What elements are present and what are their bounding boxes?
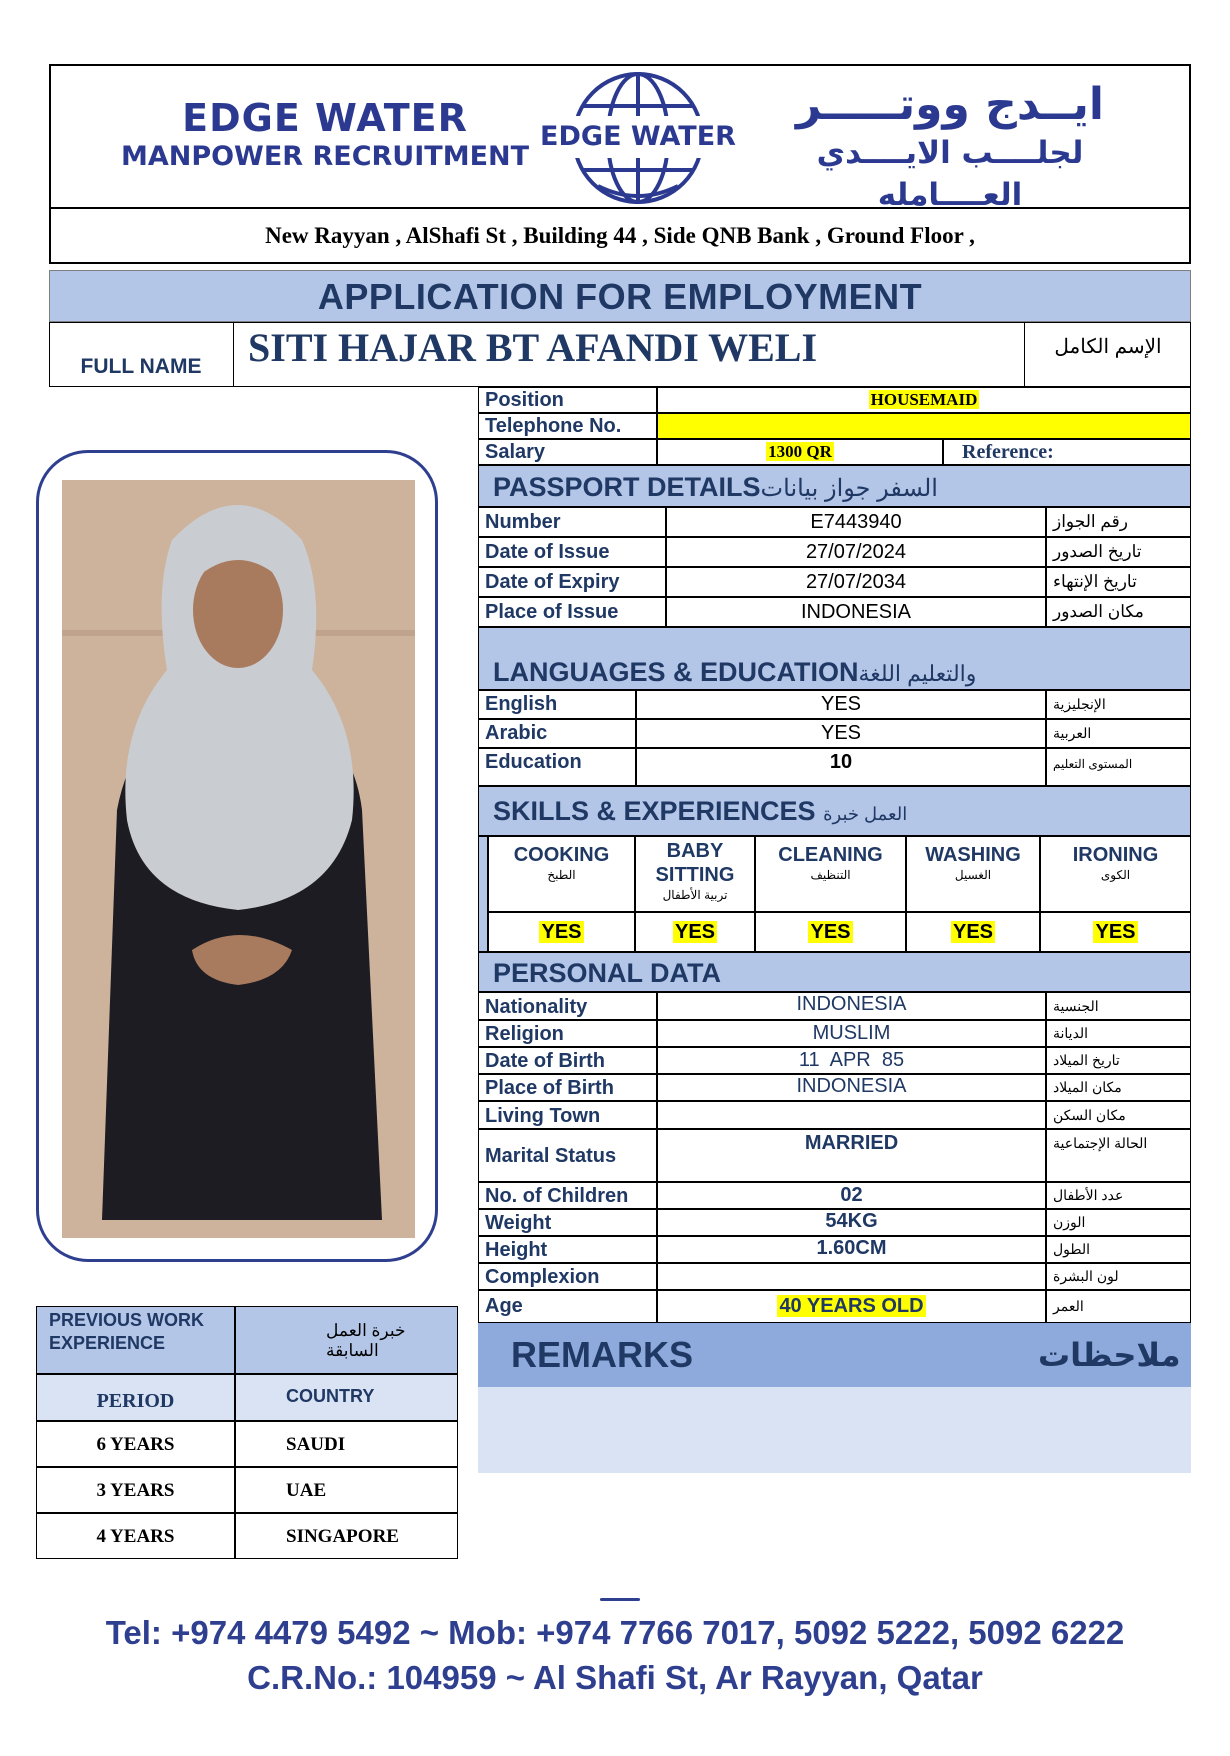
skill-cleaning-label: CLEANING — [778, 844, 883, 866]
applicant-photo — [62, 480, 415, 1238]
skill-ironing-label: IRONING — [1072, 844, 1159, 866]
languages-title: LANGUAGES & EDUCATION — [493, 657, 859, 687]
previous-work-title-ar: خبرة العمل السابقة — [326, 1321, 406, 1360]
footer-registration: C.R.No.: 104959 ~ Al Shafi St, Ar Rayyan, Qatar — [247, 1659, 983, 1696]
english-label-ar: الإنجليزية — [1046, 690, 1191, 719]
arabic-label-ar: العربية — [1046, 719, 1191, 748]
work-row-2-period-cell — [36, 1467, 235, 1513]
work-row-2-country: UAE — [286, 1480, 327, 1501]
height-label-ar: الطول — [1046, 1236, 1191, 1263]
date-of-birth-label-ar: تاريخ الميلاد — [1046, 1047, 1191, 1074]
children-label-ar: عدد الأطفال — [1046, 1182, 1191, 1209]
skill-cleaning-label-ar: التنظيف — [810, 868, 851, 882]
height-label: Height — [478, 1236, 657, 1263]
skill-cooking-label-ar: الطبخ — [547, 868, 576, 882]
living-town-label: Living Town — [478, 1101, 657, 1129]
footer-mark — [600, 1598, 640, 1601]
passport-title-ar: السفر جواز بيانات — [760, 475, 938, 502]
position-text: HOUSEMAID — [870, 390, 978, 409]
skill-washing-value — [906, 912, 1040, 952]
office-address: New Rayyan , AlShafi St , Building 44 , Side QNB Bank , Ground Floor , — [265, 223, 975, 248]
work-row-1-country: SAUDI — [286, 1434, 346, 1455]
expiry-date-label-ar: تاريخ الإنتهاء — [1046, 567, 1191, 597]
remarks-title: REMARKS — [511, 1334, 694, 1375]
skill-baby-sitting — [635, 836, 755, 912]
religion-label-ar: الديانة — [1046, 1020, 1191, 1047]
skill-ironing-value — [1040, 912, 1191, 952]
skills-title: SKILLS & EXPERIENCES — [493, 796, 816, 826]
passport-number-label: Number — [478, 507, 666, 537]
education-value: 10 — [636, 748, 1046, 786]
personal-data-section-title: PERSONAL DATA — [478, 952, 1191, 992]
remarks-title-ar: ملاحظات — [1038, 1336, 1181, 1374]
footer-contact — [0, 1610, 1230, 1700]
remarks-body — [478, 1387, 1191, 1473]
work-row-2-period: 3 YEARS — [96, 1480, 175, 1501]
brand-name-ar: ايــدج ووتـــــر — [796, 79, 1104, 130]
education-label: Education — [478, 748, 636, 786]
salary-label: Salary — [478, 439, 657, 465]
age-label-ar: العمر — [1046, 1290, 1191, 1323]
period-header: PERIOD — [96, 1390, 175, 1412]
full-name-label-ar: الإسم الكامل — [1024, 322, 1191, 387]
work-row-1-country-cell — [235, 1421, 458, 1467]
skill-washing — [906, 836, 1040, 912]
salary-value — [657, 439, 943, 465]
weight-value: 54KG — [657, 1209, 1046, 1236]
religion-value: MUSLIM — [657, 1020, 1046, 1047]
place-of-issue-label-ar: مكان الصدور — [1046, 597, 1191, 627]
religion-label: Religion — [478, 1020, 657, 1047]
work-row-2-country-cell — [235, 1467, 458, 1513]
skill-cleaning — [755, 836, 906, 912]
skill-cleaning-value — [755, 912, 906, 952]
work-row-3-period-cell — [36, 1513, 235, 1559]
issue-date-label-ar: تاريخ الصدور — [1046, 537, 1191, 567]
education-label-ar: المستوى التعليم — [1046, 748, 1191, 786]
skill-cooking — [488, 836, 635, 912]
complexion-value — [657, 1263, 1046, 1290]
passport-section-title — [478, 465, 1191, 507]
marital-status-label-ar: الحالة الإجتماعية — [1046, 1129, 1191, 1182]
children-value: 02 — [657, 1182, 1046, 1209]
complexion-label: Complexion — [478, 1263, 657, 1290]
living-town-value — [657, 1101, 1046, 1129]
country-header: COUNTRY — [286, 1386, 375, 1406]
work-row-3-country-cell — [235, 1513, 458, 1559]
skill-baby-sitting-value — [635, 912, 755, 952]
skill-baby-sitting-yes: YES — [674, 921, 716, 943]
position-label: Position — [478, 387, 657, 413]
telephone-label: Telephone No. — [478, 413, 657, 439]
place-of-birth-value: INDONESIA — [657, 1074, 1046, 1101]
telephone-field — [657, 413, 1191, 439]
skill-ironing — [1040, 836, 1191, 912]
country-header-cell — [235, 1374, 458, 1421]
age-text: 40 YEARS OLD — [779, 1295, 924, 1317]
skill-cooking-label: COOKING — [513, 844, 610, 866]
skill-cooking-value — [488, 912, 635, 952]
remarks-header — [478, 1323, 1191, 1387]
brand-subtitle-ar: لجلــــب الايــــدي العــــامله — [816, 135, 1084, 213]
passport-number-value: E7443940 — [666, 507, 1046, 537]
issue-date-value: 27/07/2024 — [666, 537, 1046, 567]
position-value — [657, 387, 1191, 413]
brand-english — [120, 96, 530, 174]
work-row-3-country: SINGAPORE — [286, 1526, 399, 1547]
skill-washing-label: WASHING — [925, 844, 1021, 866]
marital-status-value: MARRIED — [657, 1129, 1046, 1182]
work-row-1-period-cell — [36, 1421, 235, 1467]
date-of-birth-value: 11 APR 85 — [657, 1047, 1046, 1074]
arabic-value: YES — [636, 719, 1046, 748]
expiry-date-value: 27/07/2034 — [666, 567, 1046, 597]
languages-title-ar: والتعليم اللغة — [858, 661, 977, 686]
skill-baby-sitting-label: BABY SITTING — [655, 840, 735, 886]
weight-label: Weight — [478, 1209, 657, 1236]
brand-arabic — [740, 78, 1160, 216]
brand-subtitle: MANPOWER RECRUITMENT — [120, 141, 530, 172]
full-name-label: FULL NAME — [49, 322, 234, 387]
work-row-1-period: 6 YEARS — [96, 1434, 175, 1455]
full-name-value: SITI HAJAR BT AFANDI WELI — [248, 325, 818, 370]
previous-work-title: PREVIOUS WORK EXPERIENCE — [49, 1310, 205, 1353]
period-header-cell — [36, 1374, 235, 1421]
skill-cleaning-yes: YES — [810, 921, 851, 943]
living-town-label-ar: مكان السكن — [1046, 1101, 1191, 1129]
previous-work-title-cell — [36, 1306, 235, 1374]
weight-label-ar: الوزن — [1046, 1209, 1191, 1236]
passport-title: PASSPORT DETAILS — [493, 472, 761, 502]
english-label: English — [478, 690, 636, 719]
arabic-label: Arabic — [478, 719, 636, 748]
skill-washing-yes: YES — [952, 921, 994, 943]
age-label: Age — [478, 1290, 657, 1323]
skill-ironing-label-ar: الكوى — [1100, 868, 1131, 882]
application-title: APPLICATION FOR EMPLOYMENT — [49, 270, 1191, 322]
issue-date-label: Date of Issue — [478, 537, 666, 567]
place-of-birth-label: Place of Birth — [478, 1074, 657, 1101]
age-value — [657, 1290, 1046, 1323]
languages-section-title — [478, 627, 1191, 690]
place-of-birth-label-ar: مكان الميلاد — [1046, 1074, 1191, 1101]
reference-label: Reference: — [943, 439, 1191, 465]
nationality-value: INDONESIA — [657, 992, 1046, 1020]
salary-text: 1300 QR — [768, 442, 832, 461]
globe-logo-icon — [538, 70, 738, 206]
work-row-3-period: 4 YEARS — [96, 1526, 175, 1547]
children-label: No. of Children — [478, 1182, 657, 1209]
marital-status-label: Marital Status — [478, 1129, 657, 1182]
skills-section-title — [478, 786, 1191, 836]
skill-cooking-yes: YES — [541, 921, 582, 943]
skills-title-ar: العمل خبرة — [823, 804, 908, 824]
nationality-label-ar: الجنسية — [1046, 992, 1191, 1020]
expiry-date-label: Date of Expiry — [478, 567, 666, 597]
skill-washing-label-ar: الغسيل — [954, 868, 992, 882]
place-of-issue-value: INDONESIA — [666, 597, 1046, 627]
footer-phones: Tel: +974 4479 5492 ~ Mob: +974 7766 7017, 5092 5222, 5092 6222 — [105, 1614, 1125, 1651]
skills-side-strip — [478, 836, 488, 952]
english-value: YES — [636, 690, 1046, 719]
date-of-birth-label: Date of Birth — [478, 1047, 657, 1074]
passport-number-label-ar: رقم الجواز — [1046, 507, 1191, 537]
place-of-issue-label: Place of Issue — [478, 597, 666, 627]
brand-name: EDGE WATER — [182, 96, 468, 140]
skill-baby-sitting-label-ar: تربية الأطفال — [662, 888, 728, 902]
complexion-label-ar: لون البشرة — [1046, 1263, 1191, 1290]
skill-ironing-yes: YES — [1095, 921, 1136, 943]
nationality-label: Nationality — [478, 992, 657, 1020]
height-value: 1.60CM — [657, 1236, 1046, 1263]
previous-work-title-ar-cell — [235, 1306, 458, 1374]
logo-text: EDGE WATER — [540, 121, 736, 152]
